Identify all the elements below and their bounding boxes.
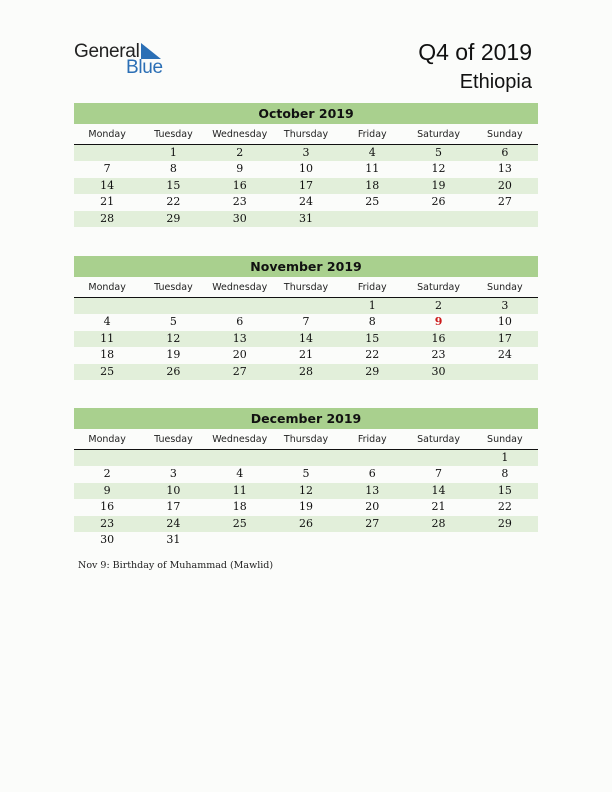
day-cell: 24 [166,516,181,530]
empty-day-cell [273,532,339,548]
day-cell: 3 [302,146,310,159]
weekday-label: Tuesday [154,282,193,293]
empty-day-cell [140,298,206,314]
month-title: December 2019 [74,408,538,429]
month-title: November 2019 [74,256,538,277]
week-row [74,516,538,532]
weekday-label: Monday [88,282,126,293]
day-cell: 5 [169,315,177,329]
month-november [74,256,538,380]
day-cell: 11 [365,162,380,176]
weekday-label: Wednesday [212,434,268,445]
day-cell: 4 [103,315,111,329]
empty-day-cell [472,211,538,227]
empty-day-cell [207,298,273,314]
logo [74,41,174,81]
week-row [74,178,538,194]
day-cell: 14 [298,331,313,345]
day-cell: 3 [169,467,177,481]
empty-day-cell [339,211,405,227]
weekday-label: Tuesday [154,129,193,140]
month-title: October 2019 [74,103,538,124]
week-row [74,145,538,161]
day-cell: 24 [497,348,512,362]
day-cell: 18 [100,348,115,362]
day-cell: 12 [298,483,313,497]
day-cell: 20 [497,178,512,192]
day-cell: 8 [368,315,376,329]
weekday-label: Saturday [417,129,460,140]
weekday-label: Tuesday [154,434,193,445]
week-row [74,194,538,210]
empty-day-cell [405,450,471,466]
day-cell: 1 [501,451,509,464]
week-row [74,161,538,177]
day-cell: 23 [232,195,247,209]
weekday-label: Wednesday [212,282,268,293]
day-cell: 29 [365,364,380,378]
empty-day-cell [74,298,140,314]
day-cell: 5 [435,146,443,159]
day-cell: 6 [368,467,376,481]
day-cell: 6 [501,146,509,159]
day-cell: 2 [435,299,443,312]
empty-day-cell [472,364,538,380]
empty-day-cell [273,450,339,466]
day-cell: 26 [431,195,446,209]
empty-day-cell [207,532,273,548]
weekday-label: Friday [357,434,387,445]
week-row [74,298,538,314]
day-cell: 30 [232,211,247,225]
weekday-label: Sunday [487,129,523,140]
logo-word-general: General [74,41,140,62]
day-cell: 9 [103,483,111,497]
day-cell: 18 [365,178,380,192]
weekday-header-row [74,431,538,450]
empty-day-cell [140,450,206,466]
month-december [74,408,538,548]
day-cell: 26 [166,364,181,378]
weekday-label: Thursday [283,282,329,293]
day-cell: 15 [166,178,181,192]
day-cell: 16 [232,178,247,192]
day-cell: 28 [298,364,313,378]
day-cell: 22 [166,195,181,209]
day-cell: 27 [365,516,380,530]
day-cell: 7 [302,315,310,329]
day-cell: 4 [236,467,244,481]
day-cell: 25 [365,195,380,209]
week-row [74,466,538,482]
day-cell: 28 [100,211,115,225]
weekday-header-row [74,126,538,145]
day-cell: 20 [232,348,247,362]
day-cell: 2 [236,146,244,159]
day-cell: 28 [431,516,446,530]
week-row [74,483,538,499]
day-cell: 2 [103,467,111,481]
day-cell: 17 [298,178,313,192]
empty-day-cell [405,211,471,227]
weekday-label: Friday [357,282,387,293]
day-cell: 11 [100,331,115,345]
day-cell: 10 [497,315,512,329]
day-cell: 18 [232,500,247,514]
week-row [74,347,538,363]
day-cell: 16 [100,500,115,514]
page-title: Q4 of 2019 [418,39,532,65]
day-cell: 16 [431,331,446,345]
day-cell: 8 [169,162,177,176]
weekday-label: Thursday [283,129,329,140]
week-row [74,211,538,227]
weekday-label: Sunday [487,282,523,293]
empty-day-cell [405,532,471,548]
day-cell: 17 [497,331,512,345]
day-cell: 31 [298,211,313,225]
day-cell: 6 [236,315,244,329]
day-cell: 4 [368,146,376,159]
day-cell: 31 [166,532,181,546]
holiday-note: Nov 9: Birthday of Muhammad (Mawlid) [78,560,274,571]
day-cell: 15 [365,331,380,345]
week-row [74,532,538,548]
day-cell: 13 [232,331,247,345]
day-cell: 21 [431,500,446,514]
day-cell: 15 [497,483,512,497]
day-cell: 25 [232,516,247,530]
empty-day-cell [273,298,339,314]
day-cell: 19 [431,178,446,192]
day-cell: 9 [236,162,244,176]
day-cell: 29 [497,516,512,530]
empty-day-cell [74,450,140,466]
day-cell: 27 [232,364,247,378]
day-cell: 12 [166,331,181,345]
weekday-label: Saturday [417,282,460,293]
weekday-header-row [74,279,538,298]
day-cell: 24 [298,195,313,209]
day-cell: 20 [365,500,380,514]
page-subtitle: Ethiopia [459,71,532,93]
day-cell: 14 [100,178,115,192]
day-cell: 22 [365,348,380,362]
day-cell: 13 [365,483,380,497]
week-row [74,450,538,466]
day-cell: 21 [100,195,115,209]
weekday-label: Monday [88,434,126,445]
day-cell: 23 [431,348,446,362]
day-cell: 8 [501,467,509,481]
day-cell: 30 [431,364,446,378]
day-cell: 5 [302,467,310,481]
day-cell: 23 [100,516,115,530]
day-cell: 29 [166,211,181,225]
day-cell: 7 [435,467,443,481]
week-row [74,314,538,330]
weekday-label: Wednesday [212,129,268,140]
weekday-label: Monday [88,129,126,140]
day-cell: 17 [166,500,181,514]
empty-day-cell [207,450,273,466]
day-cell: 7 [103,162,111,176]
day-cell: 30 [100,532,115,546]
day-cell: 27 [497,195,512,209]
holiday-day-cell: 9 [434,315,443,329]
weekday-label: Thursday [283,434,329,445]
day-cell: 26 [298,516,313,530]
empty-day-cell [472,532,538,548]
day-cell: 11 [232,483,247,497]
weekday-label: Saturday [417,434,460,445]
day-cell: 10 [298,162,313,176]
day-cell: 13 [497,162,512,176]
day-cell: 21 [298,348,313,362]
day-cell: 3 [501,299,509,312]
weekday-label: Friday [357,129,387,140]
empty-day-cell [74,145,140,161]
day-cell: 10 [166,483,181,497]
day-cell: 19 [166,348,181,362]
day-cell: 19 [298,500,313,514]
weekday-label: Sunday [487,434,523,445]
week-row [74,331,538,347]
day-cell: 1 [169,146,177,159]
empty-day-cell [339,532,405,548]
logo-word-blue: Blue [126,57,163,78]
month-october [74,103,538,227]
day-cell: 22 [497,500,512,514]
day-cell: 14 [431,483,446,497]
week-row [74,499,538,515]
week-row [74,364,538,380]
day-cell: 12 [431,162,446,176]
day-cell: 25 [100,364,115,378]
day-cell: 1 [368,299,376,312]
empty-day-cell [339,450,405,466]
